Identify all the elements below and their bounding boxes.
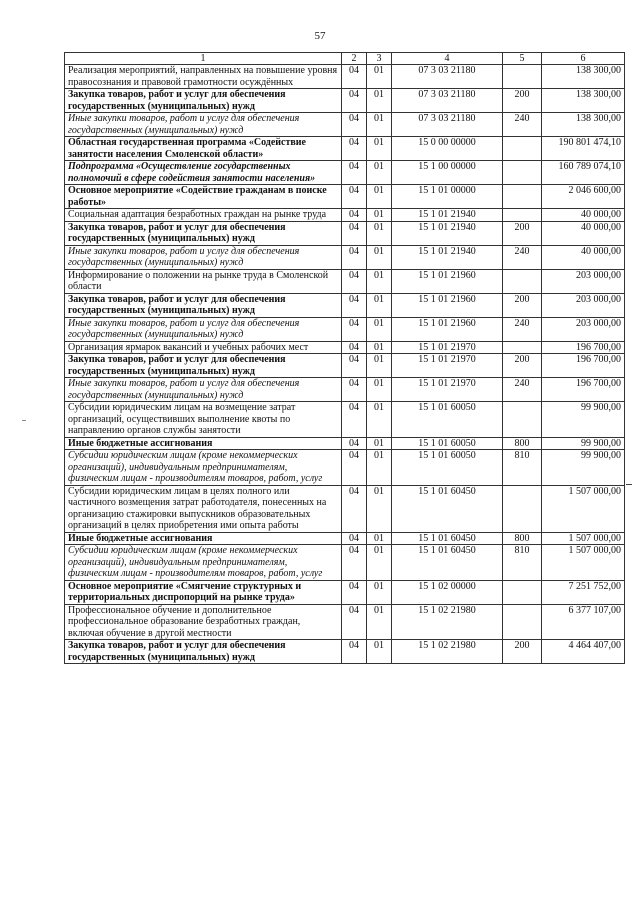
row-section-cell: 04 [342, 450, 367, 486]
table-row [65, 293, 625, 317]
row-target-code-cell: 15 1 01 21940 [392, 221, 503, 245]
row-amount-cell: 99 900,00 [542, 402, 625, 438]
row-name-cell: Субсидии юридическим лицам (кроме некоммерческих организаций), индивидуальным предпринимателям, физическим лицам - производителям товаров, работ, услуг [65, 545, 342, 581]
row-expense-type-cell [503, 341, 542, 354]
row-subsection-cell: 01 [367, 354, 392, 378]
row-name-cell: Иные закупки товаров, работ и услуг для обеспечения государственных (муниципальных) нужд [65, 245, 342, 269]
header-col-5: 5 [503, 53, 542, 65]
row-expense-type-cell: 200 [503, 221, 542, 245]
row-target-code-cell: 15 1 01 21960 [392, 293, 503, 317]
budget-table [64, 52, 625, 664]
row-subsection-cell: 01 [367, 209, 392, 222]
table-row [65, 113, 625, 137]
row-amount-cell: 138 300,00 [542, 65, 625, 89]
row-amount-cell: 138 300,00 [542, 113, 625, 137]
row-target-code-cell: 15 1 01 60050 [392, 437, 503, 450]
row-target-code-cell: 15 1 01 60050 [392, 402, 503, 438]
row-expense-type-cell: 810 [503, 450, 542, 486]
row-section-cell: 04 [342, 341, 367, 354]
row-amount-cell: 196 700,00 [542, 341, 625, 354]
row-target-code-cell: 07 3 03 21180 [392, 113, 503, 137]
row-name-cell: Иные бюджетные ассигнования [65, 532, 342, 545]
row-amount-cell: 190 801 474,10 [542, 137, 625, 161]
row-target-code-cell: 15 1 02 00000 [392, 580, 503, 604]
table-row [65, 341, 625, 354]
row-name-cell: Субсидии юридическим лицам на возмещение затрат организаций, осуществивших выполнение квоты по направлению органов службы занятости [65, 402, 342, 438]
row-expense-type-cell [503, 580, 542, 604]
row-subsection-cell: 01 [367, 137, 392, 161]
row-name-cell: Иные закупки товаров, работ и услуг для обеспечения государственных (муниципальных) нужд [65, 378, 342, 402]
row-target-code-cell: 15 1 01 60450 [392, 485, 503, 532]
table-row [65, 89, 625, 113]
row-subsection-cell: 01 [367, 245, 392, 269]
row-section-cell: 04 [342, 485, 367, 532]
row-section-cell: 04 [342, 293, 367, 317]
row-subsection-cell: 01 [367, 532, 392, 545]
row-expense-type-cell [503, 485, 542, 532]
row-name-cell: Подпрограмма «Осуществление государственных полномочий в сфере содействия занятости населения» [65, 161, 342, 185]
table-row [65, 137, 625, 161]
row-expense-type-cell [503, 65, 542, 89]
row-subsection-cell: 01 [367, 269, 392, 293]
row-target-code-cell: 07 3 03 21180 [392, 89, 503, 113]
row-name-cell: Информирование о положении на рынке труда в Смоленской области [65, 269, 342, 293]
row-section-cell: 04 [342, 545, 367, 581]
row-target-code-cell: 15 1 01 21940 [392, 245, 503, 269]
table-row [65, 245, 625, 269]
row-section-cell: 04 [342, 402, 367, 438]
row-name-cell: Субсидии юридическим лицам в целях полного или частичного возмещения затрат работодателя, понесенных на организацию стажировки выпускников образовательных организаций в целях приобретения ими опыта работы [65, 485, 342, 532]
row-target-code-cell: 15 1 00 00000 [392, 161, 503, 185]
row-section-cell: 04 [342, 604, 367, 640]
row-name-cell: Закупка товаров, работ и услуг для обеспечения государственных (муниципальных) нужд [65, 293, 342, 317]
row-section-cell: 04 [342, 378, 367, 402]
row-section-cell: 04 [342, 437, 367, 450]
row-amount-cell: 40 000,00 [542, 221, 625, 245]
row-name-cell: Закупка товаров, работ и услуг для обеспечения государственных (муниципальных) нужд [65, 221, 342, 245]
row-section-cell: 04 [342, 185, 367, 209]
row-subsection-cell: 01 [367, 545, 392, 581]
row-expense-type-cell: 240 [503, 317, 542, 341]
row-expense-type-cell [503, 269, 542, 293]
table-row [65, 604, 625, 640]
row-subsection-cell: 01 [367, 293, 392, 317]
row-amount-cell: 196 700,00 [542, 378, 625, 402]
header-col-1: 1 [65, 53, 342, 65]
row-expense-type-cell [503, 137, 542, 161]
row-subsection-cell: 01 [367, 450, 392, 486]
row-expense-type-cell: 800 [503, 437, 542, 450]
row-amount-cell: 1 507 000,00 [542, 532, 625, 545]
row-subsection-cell: 01 [367, 89, 392, 113]
row-amount-cell: 1 507 000,00 [542, 545, 625, 581]
row-subsection-cell: 01 [367, 161, 392, 185]
row-target-code-cell: 15 1 01 21970 [392, 378, 503, 402]
row-amount-cell: 7 251 752,00 [542, 580, 625, 604]
row-target-code-cell: 15 1 01 21970 [392, 341, 503, 354]
row-amount-cell: 2 046 600,00 [542, 185, 625, 209]
row-name-cell: Основное мероприятие «Смягчение структурных и территориальных диспропорций на рынке труда» [65, 580, 342, 604]
row-name-cell: Иные бюджетные ассигнования [65, 437, 342, 450]
row-name-cell: Иные закупки товаров, работ и услуг для обеспечения государственных (муниципальных) нужд [65, 113, 342, 137]
table-row [65, 485, 625, 532]
row-section-cell: 04 [342, 640, 367, 664]
row-subsection-cell: 01 [367, 317, 392, 341]
row-target-code-cell: 15 1 01 60450 [392, 545, 503, 581]
table-header-row [65, 53, 625, 65]
table-row [65, 65, 625, 89]
row-amount-cell: 1 507 000,00 [542, 485, 625, 532]
row-target-code-cell: 15 1 01 60050 [392, 450, 503, 486]
row-section-cell: 04 [342, 317, 367, 341]
row-target-code-cell: 15 1 01 60450 [392, 532, 503, 545]
header-col-6: 6 [542, 53, 625, 65]
row-amount-cell: 203 000,00 [542, 293, 625, 317]
table-row [65, 532, 625, 545]
row-amount-cell: 40 000,00 [542, 245, 625, 269]
row-expense-type-cell [503, 209, 542, 222]
row-expense-type-cell [503, 402, 542, 438]
row-target-code-cell: 15 1 01 21960 [392, 317, 503, 341]
row-expense-type-cell: 200 [503, 89, 542, 113]
table-row [65, 354, 625, 378]
row-section-cell: 04 [342, 113, 367, 137]
row-name-cell: Субсидии юридическим лицам (кроме некоммерческих организаций), индивидуальным предпринимателям, физическим лицам - производителям товаров, работ, услуг [65, 450, 342, 486]
row-section-cell: 04 [342, 354, 367, 378]
header-col-4: 4 [392, 53, 503, 65]
row-name-cell: Профессиональное обучение и дополнительное профессиональное образование безработных граждан, включая обучение в другой местности [65, 604, 342, 640]
row-amount-cell: 4 464 407,00 [542, 640, 625, 664]
row-target-code-cell: 07 3 03 21180 [392, 65, 503, 89]
row-amount-cell: 160 789 074,10 [542, 161, 625, 185]
row-section-cell: 04 [342, 221, 367, 245]
row-expense-type-cell: 200 [503, 354, 542, 378]
row-expense-type-cell: 200 [503, 640, 542, 664]
row-amount-cell: 203 000,00 [542, 269, 625, 293]
row-expense-type-cell [503, 185, 542, 209]
table-row [65, 640, 625, 664]
row-target-code-cell: 15 1 01 21940 [392, 209, 503, 222]
row-name-cell: Областная государственная программа «Содействие занятости населения Смоленской области» [65, 137, 342, 161]
header-col-3: 3 [367, 53, 392, 65]
row-expense-type-cell: 200 [503, 293, 542, 317]
row-subsection-cell: 01 [367, 640, 392, 664]
table-row [65, 437, 625, 450]
table-row [65, 378, 625, 402]
row-amount-cell: 6 377 107,00 [542, 604, 625, 640]
row-name-cell: Закупка товаров, работ и услуг для обеспечения государственных (муниципальных) нужд [65, 89, 342, 113]
table-row [65, 317, 625, 341]
row-expense-type-cell: 240 [503, 378, 542, 402]
row-amount-cell: 138 300,00 [542, 89, 625, 113]
row-name-cell: Иные закупки товаров, работ и услуг для обеспечения государственных (муниципальных) нужд [65, 317, 342, 341]
row-section-cell: 04 [342, 89, 367, 113]
row-target-code-cell: 15 1 01 21960 [392, 269, 503, 293]
row-section-cell: 04 [342, 532, 367, 545]
row-section-cell: 04 [342, 137, 367, 161]
row-amount-cell: 99 900,00 [542, 437, 625, 450]
row-expense-type-cell [503, 604, 542, 640]
row-section-cell: 04 [342, 65, 367, 89]
row-expense-type-cell [503, 161, 542, 185]
row-target-code-cell: 15 1 02 21980 [392, 604, 503, 640]
row-section-cell: 04 [342, 209, 367, 222]
row-subsection-cell: 01 [367, 65, 392, 89]
row-subsection-cell: 01 [367, 604, 392, 640]
row-subsection-cell: 01 [367, 185, 392, 209]
page-number: 57 [314, 30, 326, 42]
row-subsection-cell: 01 [367, 580, 392, 604]
table-row [65, 545, 625, 581]
row-subsection-cell: 01 [367, 485, 392, 532]
row-expense-type-cell: 800 [503, 532, 542, 545]
row-expense-type-cell: 240 [503, 245, 542, 269]
row-name-cell: Организация ярмарок вакансий и учебных рабочих мест [65, 341, 342, 354]
row-section-cell: 04 [342, 269, 367, 293]
row-name-cell: Закупка товаров, работ и услуг для обеспечения государственных (муниципальных) нужд [65, 640, 342, 664]
row-name-cell: Закупка товаров, работ и услуг для обеспечения государственных (муниципальных) нужд [65, 354, 342, 378]
margin-scan-mark [22, 420, 26, 421]
row-amount-cell: 196 700,00 [542, 354, 625, 378]
row-subsection-cell: 01 [367, 113, 392, 137]
row-amount-cell: 99 900,00 [542, 450, 625, 486]
margin-dash-mark [626, 484, 632, 485]
row-name-cell: Социальная адаптация безработных граждан на рынке труда [65, 209, 342, 222]
row-target-code-cell: 15 0 00 00000 [392, 137, 503, 161]
row-section-cell: 04 [342, 245, 367, 269]
row-expense-type-cell: 240 [503, 113, 542, 137]
row-section-cell: 04 [342, 580, 367, 604]
row-name-cell: Основное мероприятие «Содействие гражданам в поиске работы» [65, 185, 342, 209]
table-row [65, 161, 625, 185]
table-row [65, 450, 625, 486]
header-col-2: 2 [342, 53, 367, 65]
row-subsection-cell: 01 [367, 402, 392, 438]
table-row [65, 580, 625, 604]
row-amount-cell: 40 000,00 [542, 209, 625, 222]
row-expense-type-cell: 810 [503, 545, 542, 581]
table-row [65, 402, 625, 438]
row-name-cell: Реализация мероприятий, направленных на повышение уровня правосознания и правовой грамотности осуждённых [65, 65, 342, 89]
table-row [65, 209, 625, 222]
row-amount-cell: 203 000,00 [542, 317, 625, 341]
row-target-code-cell: 15 1 01 00000 [392, 185, 503, 209]
row-target-code-cell: 15 1 02 21980 [392, 640, 503, 664]
row-target-code-cell: 15 1 01 21970 [392, 354, 503, 378]
table-row [65, 221, 625, 245]
table-row [65, 185, 625, 209]
table-row [65, 269, 625, 293]
row-subsection-cell: 01 [367, 341, 392, 354]
row-section-cell: 04 [342, 161, 367, 185]
row-subsection-cell: 01 [367, 378, 392, 402]
row-subsection-cell: 01 [367, 437, 392, 450]
row-subsection-cell: 01 [367, 221, 392, 245]
